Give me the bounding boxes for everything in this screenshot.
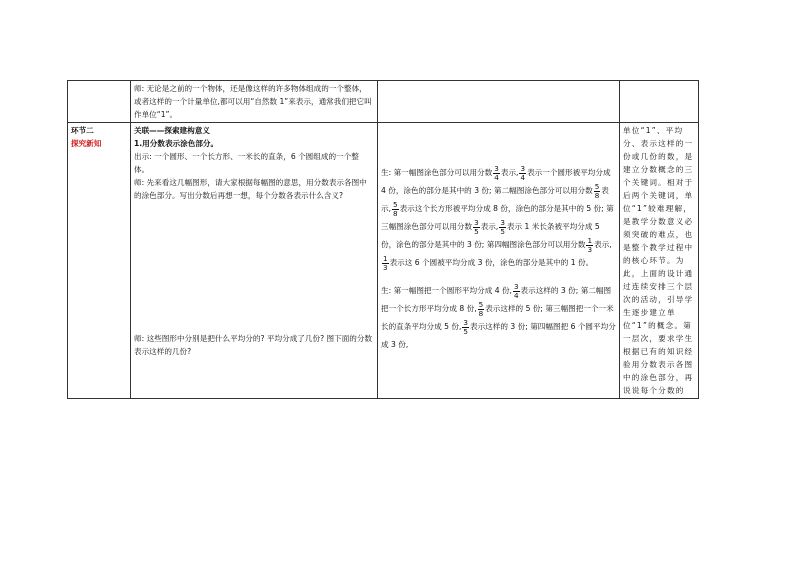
student-cell <box>378 123 620 399</box>
fraction: $\frac{3}{4}$ <box>520 163 526 182</box>
student-answer-1: 生: 第一幅图涂色部分可以用分数 $\frac{3}{4}$ 表示, $\frac{3}{4}$ 表示一个圆形被平均分成 4 份，涂色的部分是其中的 3 份; 第二幅图涂色部分可以用分数 $\frac{5}{8}$ 表示, $\frac{5}{8}$ 表示这个长方形被平均分成 8 份，涂色的部分是其中的 5 份; 第三幅图涂色部分可以用分数 $\frac{3}{5}$ 表示, $\frac{3}{5}$ 表示 1 米长条被平均分成 5 份，涂色的部分是其中的 3 份; 第四幅图涂色部分可以用分数 $\frac{1}{3}$ 表示, $\frac{1}{3}$ 表示这 6 个圆被平均分成 3 份，涂色的部分是其中的 1 份。 <box>381 163 614 272</box>
lesson-plan-table <box>67 80 699 399</box>
section-heading: 关联——探索建构意义 <box>134 126 210 135</box>
stage-cell-empty <box>68 81 131 123</box>
fraction: $\frac{5}{8}$ <box>393 199 398 218</box>
stage-label: 环节二 <box>71 126 94 135</box>
teacher-summary: 师: 无论是之前的一个物体，还是像这样的许多物体组成的一个整体，或者这样的一个计量单位,都可以用“自然数 1”来表示，通常我们把它叫作单位“1”。 <box>134 84 372 119</box>
fraction: $\frac{1}{3}$ <box>383 253 388 272</box>
task-title: 1.用分数表示涂色部分。 <box>134 139 219 148</box>
fraction: $\frac{3}{5}$ <box>500 217 505 236</box>
fraction: $\frac{3}{5}$ <box>474 217 479 236</box>
fraction: $\frac{3}{4}$ <box>513 281 519 300</box>
table-row <box>68 81 699 123</box>
fraction: $\frac{1}{3}$ <box>587 235 593 254</box>
fraction: $\frac{3}{4}$ <box>494 163 499 182</box>
spacer <box>134 202 374 332</box>
table-row <box>68 123 699 399</box>
teacher-cell <box>131 123 378 399</box>
teacher-cell <box>131 81 378 123</box>
spacer <box>381 124 616 164</box>
show-text: 出示: 一个圆形、一个长方形、一米长的直条，6 个圆组成的一个整体。 <box>134 152 359 174</box>
teacher-question-1: 师: 先来看这几幅图形，请大家根据每幅图的意思，用分数表示各图中的涂色部分。写出分数后再想一想，每个分数各表示什么含义? <box>134 178 367 200</box>
note-cell-empty <box>620 81 699 123</box>
fraction: $\frac{3}{5}$ <box>463 317 468 336</box>
fraction: $\frac{5}{8}$ <box>594 181 600 200</box>
teacher-question-2: 师: 这些图形中分别是把什么平均分的? 平均分成了几份? 图下面的分数表示这样的几份? <box>134 334 373 356</box>
note-cell <box>620 123 699 399</box>
design-note: 单位“1”、平均分、表示这样的一份或几份的数，是建立分数概念的三个关键词。相对于后两个关键词，单位“1”较难理解，是教学分数意义必须突破的难点，也是整个教学过程中的核心环节。为此，上面的设计通过连续安排三个层次的活动，引导学生逐步建立单位“1”的概念。第一层次，要求学生根据已有的知识经验用分数表示各图中的涂色部分，再说说每个分数的 <box>623 126 694 395</box>
student-answer-2: 生: 第一幅图把一个圆形平均分成 4 份, $\frac{3}{4}$ 表示这样的 3 份; 第二幅图把一个长方形平均分成 8 份, $\frac{5}{8}$ 表示这样的 5 份; 第三幅图把一个一米长的直条平均分成 5 份, $\frac{3}{5}$ 表示这样的 3 份; 第四幅图把 6 个圆平均分成 3 份, <box>381 281 616 349</box>
spacer <box>381 272 616 282</box>
student-cell-empty <box>378 81 620 123</box>
stage-subtitle: 探究新知 <box>71 139 102 148</box>
fraction: $\frac{5}{8}$ <box>478 299 484 318</box>
stage-cell <box>68 123 131 399</box>
